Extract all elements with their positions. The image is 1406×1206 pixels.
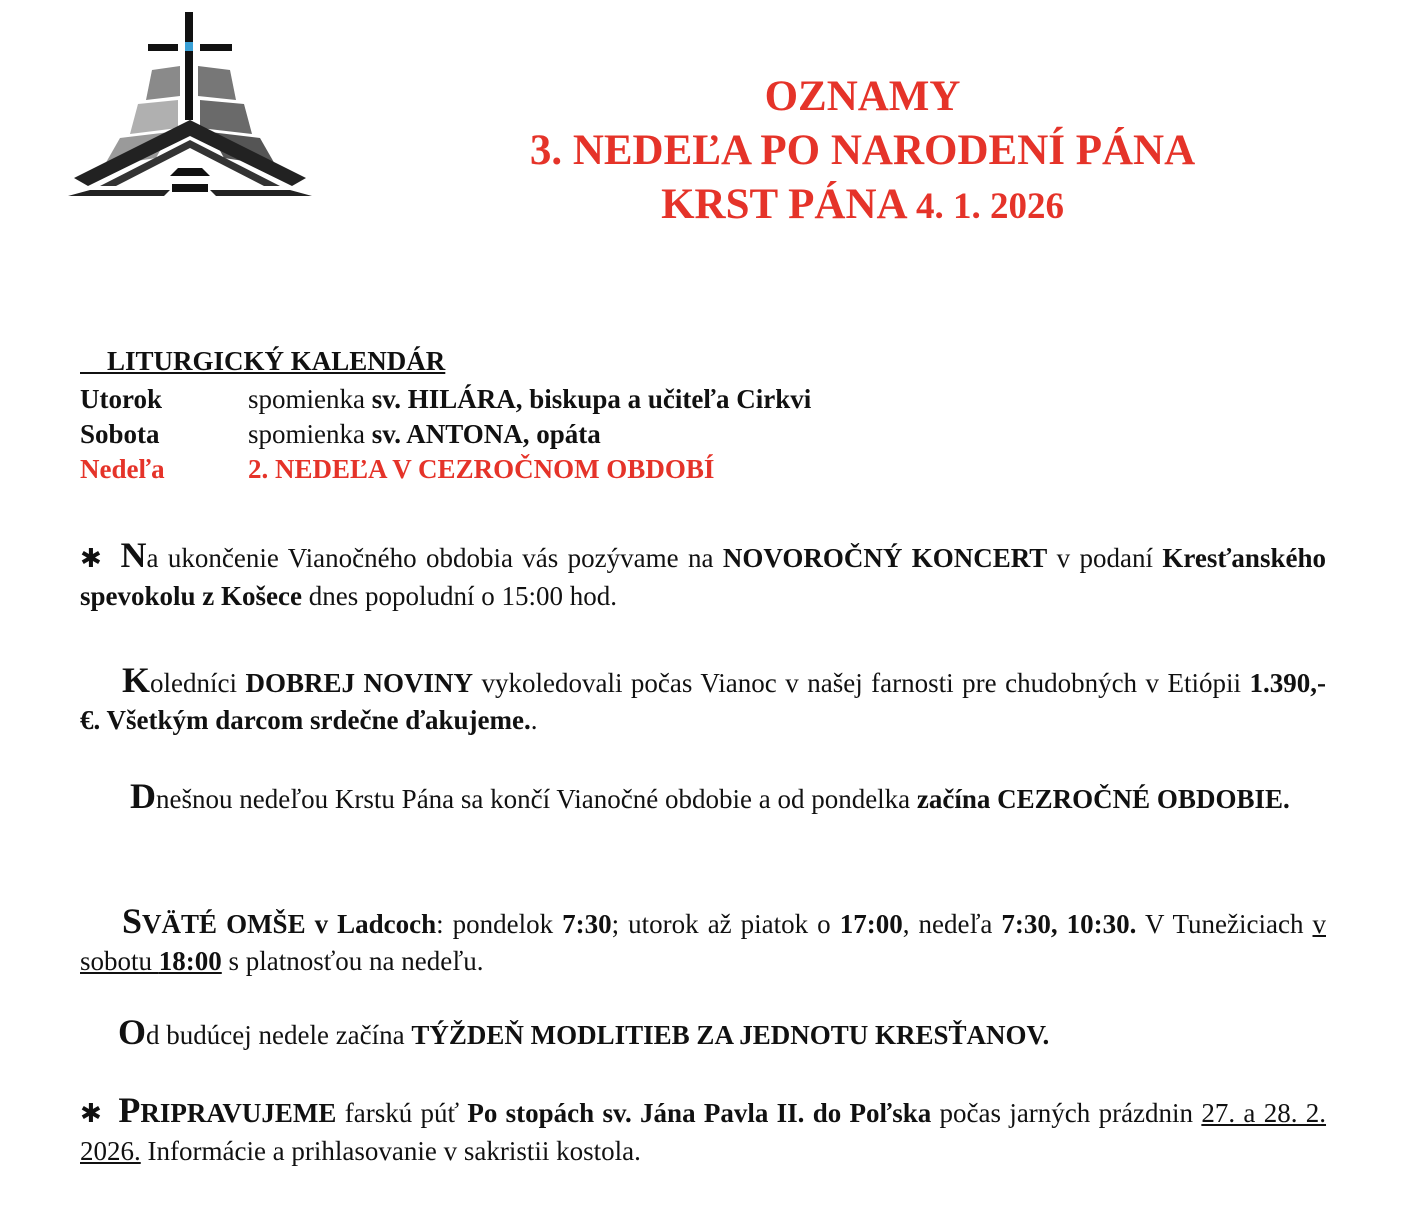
text: s platnosťou na nedeľu. xyxy=(221,946,484,976)
text: v sobotu xyxy=(80,909,1326,976)
text: , nedeľa xyxy=(902,909,1002,939)
liturgical-calendar xyxy=(80,340,1330,487)
calendar-entry: 2. NEDEĽA V CEZROČNOM OBDOBÍ xyxy=(248,454,715,484)
announcement-ordinary-time xyxy=(80,778,1326,818)
calendar-entry xyxy=(248,382,811,417)
text: farskú púť xyxy=(336,1098,468,1128)
text-bold: TÝŽDEŇ MODLITIEB ZA JEDNOTU KRESŤANOV. xyxy=(411,1020,1050,1050)
text: : pondelok xyxy=(436,909,563,939)
header-date: 4. 1. 2026 xyxy=(915,186,1064,227)
text: V Tunežiciach xyxy=(1136,909,1313,939)
calendar-day: Sobota xyxy=(80,419,160,449)
text-underlined: 27. a 28. 2. 2026. xyxy=(80,1098,1327,1166)
drop-initial: P xyxy=(118,1090,141,1130)
announcement-unity-week xyxy=(80,1014,1326,1054)
text: oledníci xyxy=(150,668,246,698)
calendar-saint: sv. HILÁRA, biskupa a učiteľa Cirkvi xyxy=(371,384,812,414)
text: vykoledovali počas Vianoc v našej farnosti pre chudobných v Etiópii xyxy=(473,668,1250,698)
asterisk-icon: ✱ xyxy=(80,544,102,574)
calendar-prefix: spomienka xyxy=(248,419,372,449)
text-bold: DOBREJ NOVINY xyxy=(245,668,473,698)
drop-initial: N xyxy=(120,535,147,575)
text-bold: Po stopách sv. Jána Pavla II. do Poľska xyxy=(467,1098,932,1128)
text-bold: VÄTÉ OMŠE v Ladcoch xyxy=(142,909,437,939)
calendar-row xyxy=(80,382,1330,417)
calendar-saint: sv. ANTONA, opáta xyxy=(371,419,601,449)
text-bold: NOVOROČNÝ KONCERT xyxy=(722,543,1048,573)
text: počas jarných prázdnin xyxy=(931,1098,1202,1128)
calendar-entry xyxy=(248,417,601,452)
calendar-title: LITURGICKÝ KALENDÁR xyxy=(80,346,446,376)
drop-initial: K xyxy=(122,660,151,700)
text-bold: 18:00 xyxy=(158,946,222,976)
text: d budúcej nedele začína xyxy=(146,1020,412,1050)
text: v podaní xyxy=(1047,543,1163,573)
header-title: OZNAMY xyxy=(764,73,961,120)
text-bold: Kresťanského spevokolu z Košece xyxy=(80,543,1326,611)
drop-initial: S xyxy=(122,901,143,941)
text: ; utorok až piatok o xyxy=(611,909,840,939)
text: Informácie a prihlasovanie v sakristii kostola. xyxy=(140,1136,641,1166)
drop-initial: D xyxy=(130,776,156,816)
text-bold: RIPRAVUJEME xyxy=(140,1098,337,1128)
announcement-concert xyxy=(80,537,1326,615)
text: dnes popoludní o 15:00 hod. xyxy=(302,581,617,611)
text: . xyxy=(530,705,538,735)
calendar-day: Nedeľa xyxy=(80,454,165,484)
text-bold: 7:30, 10:30. xyxy=(1001,909,1137,939)
text-bold: 7:30 xyxy=(562,909,612,939)
asterisk-icon: ✱ xyxy=(80,1099,102,1129)
parish-logo xyxy=(60,8,320,233)
calendar-prefix: spomienka xyxy=(248,384,372,414)
text-bold: 17:00 xyxy=(839,909,903,939)
text-bold: 1.390,- €. Všetkým darcom srdečne ďakujeme. xyxy=(80,668,1327,735)
header-date-line xyxy=(400,178,1325,234)
text: a ukončenie Vianočného obdobia vás pozývame na xyxy=(146,543,723,573)
calendar-day: Utorok xyxy=(80,384,163,414)
drop-initial: O xyxy=(118,1012,147,1052)
church-cross-logo-icon xyxy=(60,8,320,233)
text: nešnou nedeľou Krstu Pána sa končí Vianočné obdobie a od pondelka xyxy=(156,784,917,814)
announcement-pilgrimage xyxy=(80,1092,1326,1170)
header-subtitle: 3. NEDEĽA PO NARODENÍ PÁNA xyxy=(529,127,1196,174)
header-feast: KRST PÁNA xyxy=(661,181,916,228)
page-header xyxy=(400,70,1325,234)
announcement-masses xyxy=(80,903,1326,980)
announcement-carolers xyxy=(80,662,1326,739)
calendar-row xyxy=(80,417,1330,452)
text-bold: začína CEZROČNÉ OBDOBIE. xyxy=(916,784,1290,814)
calendar-row-sunday xyxy=(80,452,1330,487)
